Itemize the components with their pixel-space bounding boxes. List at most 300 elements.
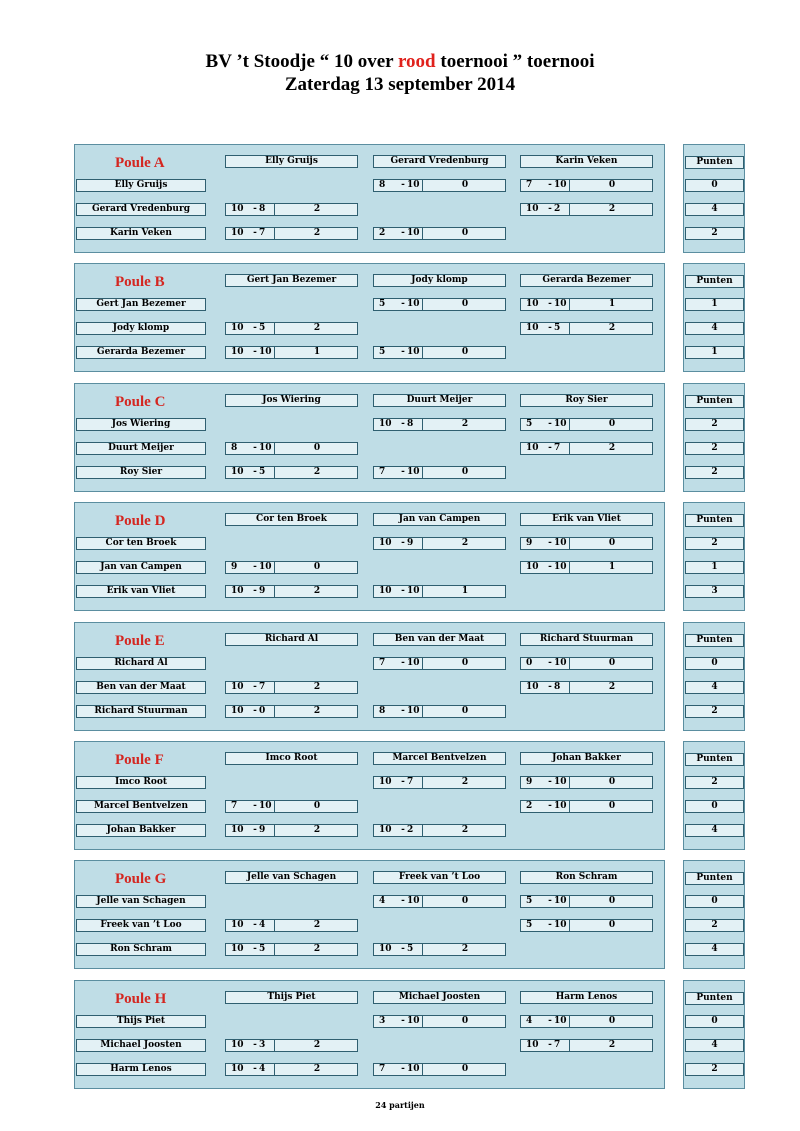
opponent-score: 4 (259, 920, 266, 930)
row-player-name: Jelle van Schagen (76, 895, 206, 908)
match-count: 24 partijen (375, 1100, 425, 1110)
match-points: 0 (608, 658, 616, 668)
player-points: 2 (685, 776, 744, 789)
match-points: 0 (461, 658, 469, 668)
poule-block (74, 263, 665, 372)
score-dash: - (253, 920, 257, 930)
opponent-score: 10 (554, 777, 567, 787)
match-points: 0 (461, 467, 469, 477)
title-line-2: Zaterdag 13 september 2014 (284, 74, 516, 95)
poule-name: Poule D (115, 513, 166, 529)
match-result (225, 1063, 358, 1076)
match-points: 2 (608, 443, 616, 453)
column-header-player: Cor ten Broek (225, 513, 358, 526)
match-result (373, 466, 506, 479)
own-score: 10 (231, 467, 244, 477)
score-dash: - (253, 347, 257, 357)
score-dash: - (548, 180, 552, 190)
match-result (373, 585, 506, 598)
poule-name: Poule E (115, 633, 165, 649)
match-points: 2 (313, 944, 321, 954)
match-result (373, 895, 506, 908)
own-score: 10 (231, 323, 244, 333)
player-points: 2 (685, 705, 744, 718)
opponent-score: 8 (259, 204, 266, 214)
match-result (373, 537, 506, 550)
poule-block (74, 980, 665, 1089)
opponent-score: 10 (259, 562, 272, 572)
poule-block (74, 144, 665, 253)
score-dash: - (253, 944, 257, 954)
own-score: 7 (526, 180, 533, 190)
match-result (373, 298, 506, 311)
score-dash: - (253, 586, 257, 596)
opponent-score: 7 (554, 443, 561, 453)
page-title (0, 50, 800, 96)
score-dash: - (401, 228, 405, 238)
score-dash: - (401, 180, 405, 190)
opponent-score: 3 (259, 1040, 266, 1050)
row-player-name: Jan van Campen (76, 561, 206, 574)
score-dash: - (401, 825, 405, 835)
opponent-score: 10 (407, 347, 420, 357)
match-result (225, 585, 358, 598)
opponent-score: 9 (259, 586, 266, 596)
row-player-name: Thijs Piet (76, 1015, 206, 1028)
row-player-name: Gerarda Bezemer (76, 346, 206, 359)
own-score: 9 (526, 777, 533, 787)
own-score: 10 (526, 562, 539, 572)
score-dash: - (548, 1016, 552, 1026)
match-result (520, 919, 653, 932)
match-result (373, 776, 506, 789)
opponent-score: 9 (407, 538, 414, 548)
own-score: 2 (379, 228, 386, 238)
match-points: 2 (313, 682, 321, 692)
opponent-score: 4 (259, 1064, 266, 1074)
match-result (225, 203, 358, 216)
player-points: 1 (685, 298, 744, 311)
match-points: 2 (313, 228, 321, 238)
match-points: 2 (461, 825, 469, 835)
score-dash: - (548, 443, 552, 453)
column-header-player: Harm Lenos (520, 991, 653, 1004)
own-score: 7 (379, 658, 386, 668)
column-header-player: Elly Gruijs (225, 155, 358, 168)
poule-block (74, 622, 665, 731)
match-result (373, 1063, 506, 1076)
score-dash: - (253, 443, 257, 453)
own-score: 10 (231, 825, 244, 835)
player-points: 0 (685, 657, 744, 670)
own-score: 10 (231, 1040, 244, 1050)
opponent-score: 10 (554, 419, 567, 429)
points-header: Punten (685, 872, 744, 885)
row-player-name: Erik van Vliet (76, 585, 206, 598)
match-points: 0 (461, 1016, 469, 1026)
score-dash: - (548, 896, 552, 906)
match-result (225, 919, 358, 932)
column-header-player: Imco Root (225, 752, 358, 765)
row-player-name: Elly Gruijs (76, 179, 206, 192)
own-score: 5 (526, 896, 533, 906)
match-points: 0 (461, 706, 469, 716)
score-dash: - (253, 1040, 257, 1050)
row-player-name: Marcel Bentvelzen (76, 800, 206, 813)
player-points: 0 (685, 895, 744, 908)
match-points: 0 (461, 299, 469, 309)
match-points: 0 (461, 1064, 469, 1074)
match-points: 2 (313, 586, 321, 596)
opponent-score: 5 (259, 323, 266, 333)
own-score: 10 (231, 204, 244, 214)
score-dash: - (401, 586, 405, 596)
score-dash: - (548, 299, 552, 309)
own-score: 10 (231, 944, 244, 954)
row-player-name: Gerard Vredenburg (76, 203, 206, 216)
poule-name: Poule F (115, 752, 164, 768)
own-score: 9 (526, 538, 533, 548)
opponent-score: 9 (259, 825, 266, 835)
opponent-score: 8 (554, 682, 561, 692)
own-score: 5 (379, 299, 386, 309)
points-block (683, 144, 745, 253)
match-result (373, 227, 506, 240)
match-result (520, 203, 653, 216)
opponent-score: 7 (259, 682, 266, 692)
opponent-score: 8 (407, 419, 414, 429)
own-score: 7 (379, 1064, 386, 1074)
match-points: 0 (461, 347, 469, 357)
points-header: Punten (685, 395, 744, 408)
match-result (520, 537, 653, 550)
column-header-player: Freek van ’t Loo (373, 871, 506, 884)
opponent-score: 10 (554, 920, 567, 930)
own-score: 4 (526, 1016, 533, 1026)
match-points: 1 (608, 299, 616, 309)
match-points: 2 (313, 1064, 321, 1074)
title-prefix: BV ’t Stoodje “ 10 over (205, 51, 398, 72)
match-result (520, 298, 653, 311)
match-points: 2 (461, 944, 469, 954)
row-player-name: Harm Lenos (76, 1063, 206, 1076)
match-result (520, 418, 653, 431)
own-score: 8 (231, 443, 238, 453)
opponent-score: 2 (554, 204, 561, 214)
score-dash: - (548, 419, 552, 429)
opponent-score: 10 (554, 801, 567, 811)
opponent-score: 10 (407, 299, 420, 309)
match-points: 2 (313, 323, 321, 333)
match-result (520, 561, 653, 574)
own-score: 10 (379, 825, 392, 835)
match-result (373, 705, 506, 718)
points-block (683, 741, 745, 850)
match-points: 2 (313, 825, 321, 835)
match-result (225, 800, 358, 813)
own-score: 5 (526, 419, 533, 429)
match-points: 1 (608, 562, 616, 572)
column-header-player: Roy Sier (520, 394, 653, 407)
own-score: 10 (526, 323, 539, 333)
match-points: 2 (461, 777, 469, 787)
opponent-score: 10 (407, 586, 420, 596)
score-dash: - (401, 1016, 405, 1026)
match-points: 0 (608, 777, 616, 787)
score-dash: - (548, 801, 552, 811)
points-block (683, 980, 745, 1089)
opponent-score: 10 (554, 299, 567, 309)
player-points: 1 (685, 346, 744, 359)
score-dash: - (401, 777, 405, 787)
own-score: 10 (231, 920, 244, 930)
own-score: 10 (379, 586, 392, 596)
match-result (225, 824, 358, 837)
own-score: 10 (231, 682, 244, 692)
column-header-player: Michael Joosten (373, 991, 506, 1004)
match-result (373, 657, 506, 670)
row-player-name: Freek van ’t Loo (76, 919, 206, 932)
points-header: Punten (685, 753, 744, 766)
opponent-score: 10 (554, 658, 567, 668)
match-result (520, 800, 653, 813)
column-header-player: Jelle van Schagen (225, 871, 358, 884)
column-header-player: Gert Jan Bezemer (225, 274, 358, 287)
player-points: 2 (685, 442, 744, 455)
match-points: 0 (608, 801, 616, 811)
match-result (520, 1039, 653, 1052)
column-header-player: Karin Veken (520, 155, 653, 168)
match-points: 0 (461, 180, 469, 190)
poule-block (74, 741, 665, 850)
opponent-score: 10 (554, 538, 567, 548)
match-result (225, 681, 358, 694)
points-header: Punten (685, 992, 744, 1005)
poule-block (74, 860, 665, 969)
player-points: 0 (685, 179, 744, 192)
opponent-score: 2 (407, 825, 414, 835)
match-result (520, 895, 653, 908)
player-points: 4 (685, 681, 744, 694)
opponent-score: 10 (407, 228, 420, 238)
match-points: 0 (608, 180, 616, 190)
own-score: 3 (379, 1016, 386, 1026)
opponent-score: 7 (259, 228, 266, 238)
score-dash: - (253, 825, 257, 835)
match-result (373, 179, 506, 192)
match-result (520, 322, 653, 335)
opponent-score: 10 (407, 658, 420, 668)
points-header: Punten (685, 514, 744, 527)
player-points: 4 (685, 824, 744, 837)
poule-name: Poule G (115, 871, 167, 887)
row-player-name: Ron Schram (76, 943, 206, 956)
opponent-score: 10 (259, 347, 272, 357)
player-points: 4 (685, 943, 744, 956)
score-dash: - (253, 562, 257, 572)
opponent-score: 10 (554, 180, 567, 190)
own-score: 10 (526, 204, 539, 214)
own-score: 10 (231, 1064, 244, 1074)
own-score: 10 (231, 228, 244, 238)
player-points: 2 (685, 418, 744, 431)
match-result (225, 943, 358, 956)
score-dash: - (401, 467, 405, 477)
own-score: 10 (379, 777, 392, 787)
match-points: 2 (313, 204, 321, 214)
score-dash: - (548, 777, 552, 787)
match-points: 2 (313, 706, 321, 716)
player-points: 2 (685, 919, 744, 932)
score-dash: - (401, 299, 405, 309)
own-score: 0 (526, 658, 533, 668)
score-dash: - (548, 204, 552, 214)
opponent-score: 10 (407, 1016, 420, 1026)
row-player-name: Ben van der Maat (76, 681, 206, 694)
match-result (225, 561, 358, 574)
match-points: 2 (608, 1040, 616, 1050)
match-points: 2 (608, 204, 616, 214)
match-result (225, 705, 358, 718)
opponent-score: 10 (407, 180, 420, 190)
match-points: 0 (461, 896, 469, 906)
match-points: 2 (461, 419, 469, 429)
score-dash: - (253, 228, 257, 238)
points-header: Punten (685, 275, 744, 288)
match-result (520, 442, 653, 455)
match-points: 1 (313, 347, 321, 357)
player-points: 0 (685, 800, 744, 813)
score-dash: - (548, 658, 552, 668)
own-score: 5 (379, 347, 386, 357)
match-result (225, 227, 358, 240)
own-score: 2 (526, 801, 533, 811)
player-points: 4 (685, 322, 744, 335)
opponent-score: 10 (259, 801, 272, 811)
player-points: 2 (685, 537, 744, 550)
score-dash: - (548, 538, 552, 548)
row-player-name: Jody klomp (76, 322, 206, 335)
title-line-1 (0, 50, 800, 73)
points-block (683, 860, 745, 969)
points-block (683, 502, 745, 611)
match-points: 0 (461, 228, 469, 238)
match-points: 0 (608, 538, 616, 548)
score-dash: - (401, 706, 405, 716)
poule-block (74, 502, 665, 611)
match-result (225, 346, 358, 359)
opponent-score: 5 (259, 944, 266, 954)
own-score: 8 (379, 706, 386, 716)
column-header-player: Marcel Bentvelzen (373, 752, 506, 765)
player-points: 2 (685, 227, 744, 240)
player-points: 0 (685, 1015, 744, 1028)
poule-name: Poule A (115, 155, 165, 171)
match-points: 0 (313, 443, 321, 453)
column-header-player: Duurt Meijer (373, 394, 506, 407)
row-player-name: Cor ten Broek (76, 537, 206, 550)
row-player-name: Roy Sier (76, 466, 206, 479)
score-dash: - (401, 347, 405, 357)
match-result (520, 179, 653, 192)
column-header-player: Thijs Piet (225, 991, 358, 1004)
match-result (520, 657, 653, 670)
score-dash: - (401, 896, 405, 906)
match-points: 0 (608, 896, 616, 906)
score-dash: - (548, 682, 552, 692)
player-points: 1 (685, 561, 744, 574)
match-result (520, 681, 653, 694)
own-score: 10 (231, 706, 244, 716)
score-dash: - (253, 204, 257, 214)
column-header-player: Jody klomp (373, 274, 506, 287)
match-result (373, 824, 506, 837)
match-points: 0 (313, 562, 321, 572)
match-points: 0 (313, 801, 321, 811)
title-red-word: rood (397, 51, 436, 72)
opponent-score: 5 (554, 323, 561, 333)
row-player-name: Karin Veken (76, 227, 206, 240)
own-score: 10 (526, 299, 539, 309)
title-suffix: toernooi ” toernooi (435, 51, 595, 72)
own-score: 9 (231, 562, 238, 572)
column-header-player: Gerard Vredenburg (373, 155, 506, 168)
match-result (225, 466, 358, 479)
points-header: Punten (685, 156, 744, 169)
score-dash: - (548, 920, 552, 930)
row-player-name: Jos Wiering (76, 418, 206, 431)
column-header-player: Jan van Campen (373, 513, 506, 526)
own-score: 10 (526, 443, 539, 453)
player-points: 2 (685, 1063, 744, 1076)
points-block (683, 263, 745, 372)
row-player-name: Richard Stuurman (76, 705, 206, 718)
match-points: 1 (461, 586, 469, 596)
own-score: 10 (231, 586, 244, 596)
match-result (373, 418, 506, 431)
score-dash: - (253, 323, 257, 333)
column-header-player: Erik van Vliet (520, 513, 653, 526)
column-header-player: Gerarda Bezemer (520, 274, 653, 287)
score-dash: - (253, 467, 257, 477)
own-score: 10 (379, 538, 392, 548)
match-result (225, 1039, 358, 1052)
row-player-name: Michael Joosten (76, 1039, 206, 1052)
player-points: 4 (685, 203, 744, 216)
column-header-player: Ron Schram (520, 871, 653, 884)
player-points: 4 (685, 1039, 744, 1052)
row-player-name: Imco Root (76, 776, 206, 789)
opponent-score: 10 (407, 706, 420, 716)
opponent-score: 7 (554, 1040, 561, 1050)
own-score: 10 (379, 944, 392, 954)
own-score: 10 (526, 682, 539, 692)
opponent-score: 10 (407, 467, 420, 477)
opponent-score: 10 (259, 443, 272, 453)
own-score: 10 (379, 419, 392, 429)
player-points: 2 (685, 466, 744, 479)
match-result (373, 346, 506, 359)
match-points: 0 (608, 419, 616, 429)
match-points: 2 (461, 538, 469, 548)
own-score: 7 (231, 801, 238, 811)
score-dash: - (548, 1040, 552, 1050)
match-points: 2 (608, 323, 616, 333)
poule-name: Poule B (115, 274, 165, 290)
column-header-player: Ben van der Maat (373, 633, 506, 646)
match-points: 0 (608, 920, 616, 930)
match-result (373, 1015, 506, 1028)
